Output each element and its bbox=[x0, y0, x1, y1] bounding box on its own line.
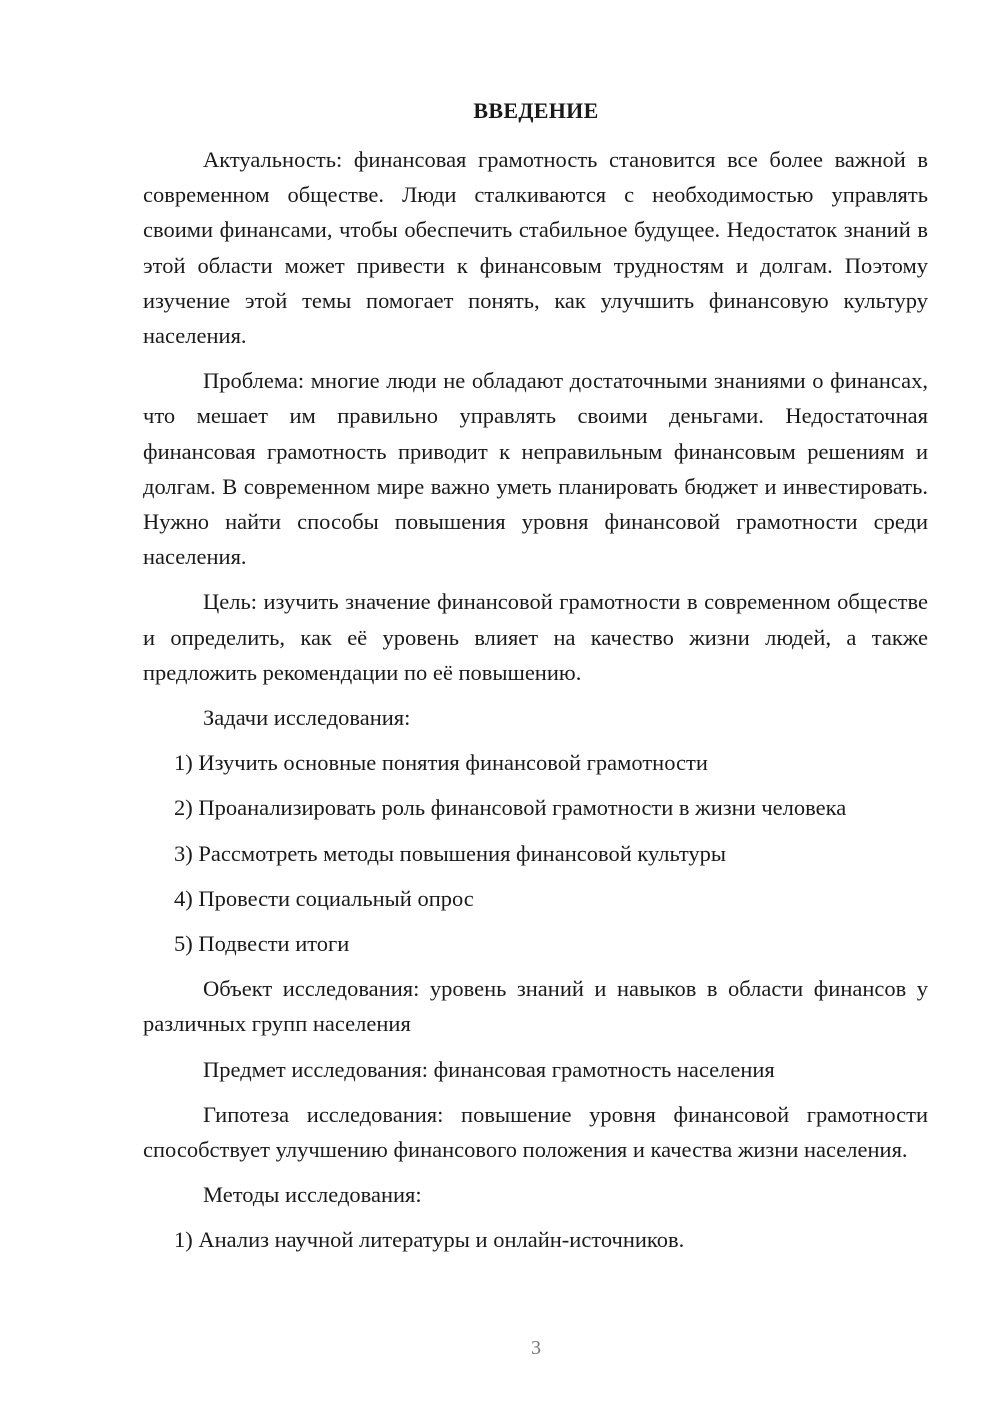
methods-heading: Методы исследования: bbox=[203, 1182, 422, 1208]
document-body bbox=[143, 142, 928, 1268]
task-item: 1) Изучить основные понятия финансовой грамотности bbox=[174, 750, 708, 776]
section-title: ВВЕДЕНИЕ bbox=[473, 98, 599, 123]
tasks-heading: Задачи исследования: bbox=[203, 705, 411, 731]
object-paragraph: Объект исследования: уровень знаний и навыков в области финансов у различных групп населения bbox=[143, 976, 928, 1037]
relevance-paragraph: Актуальность: финансовая грамотность становится все более важной в современном обществе. Люди сталкиваются с необходимостью управлять своими финансами, чтобы обеспечить стабильное будущее. Недостаток знаний в этой области может привести к финансовым трудностям и долгам. Поэтому изучение этой темы помогает понять, как улучшить финансовую культуру населения. bbox=[143, 147, 928, 349]
problem-paragraph: Проблема: многие люди не обладают достаточными знаниями о финансах, что мешает им правильно управлять своими деньгами. Недостаточная финансовая грамотность приводит к неправильным финансовым решениям и долгам. В современном мире важно уметь планировать бюджет и инвестировать. Нужно найти способы повышения уровня финансовой грамотности среди населения. bbox=[143, 368, 928, 570]
task-item: 4) Провести социальный опрос bbox=[174, 885, 474, 911]
task-item: 3) Рассмотреть методы повышения финансовой культуры bbox=[174, 840, 727, 866]
page-number: 3 bbox=[531, 1337, 541, 1359]
hypothesis-paragraph: Гипотеза исследования: повышение уровня финансовой грамотности способствует улучшению финансового положения и качества жизни населения. bbox=[143, 1101, 928, 1163]
task-item: 5) Подвести итоги bbox=[174, 931, 350, 957]
method-item: 1) Анализ научной литературы и онлайн-источников. bbox=[174, 1227, 685, 1253]
goal-paragraph: Цель: изучить значение финансовой грамотности в современном обществе и определить, как её уровень влияет на качество жизни людей, а также предложить рекомендации по её повышению. bbox=[143, 589, 928, 685]
subject-paragraph: Предмет исследования: финансовая грамотность населения bbox=[203, 1056, 775, 1082]
task-item: 2) Проанализировать роль финансовой грамотности в жизни человека bbox=[174, 795, 847, 821]
